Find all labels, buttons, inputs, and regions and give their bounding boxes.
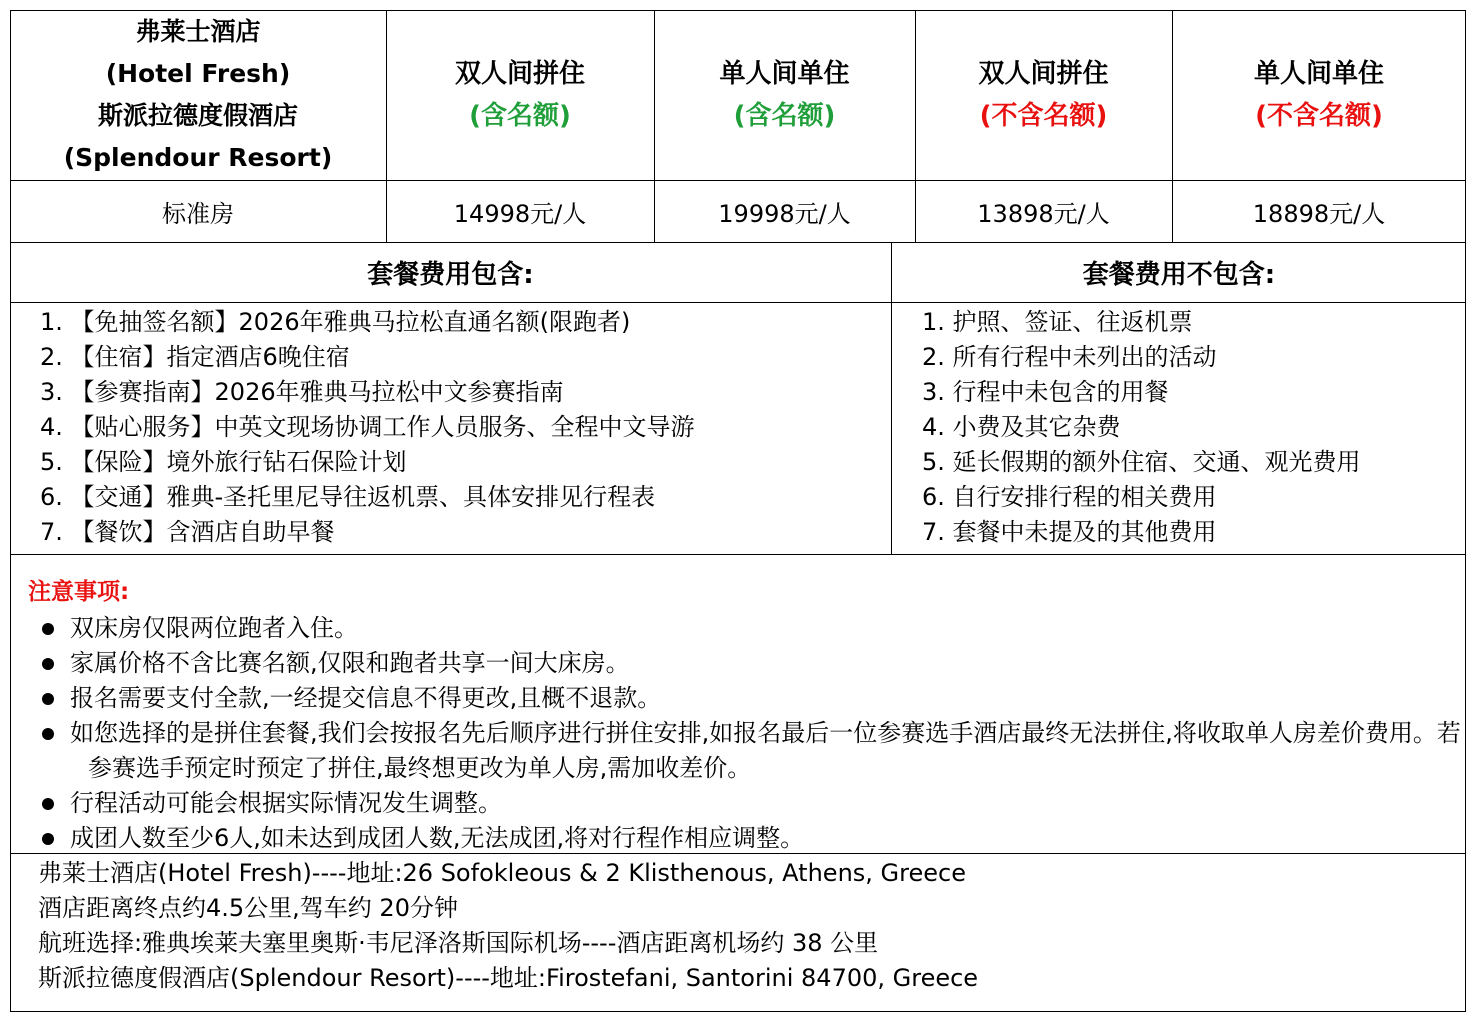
price-cell: 14998元/人 (453, 200, 587, 228)
column-title: 单人间单住 (1253, 59, 1384, 89)
list-item (40, 821, 1465, 856)
list-item: 1. 护照、签证、往返机票 (922, 308, 1193, 336)
column-note: (不含名额) (1255, 101, 1383, 131)
column-header-single-with-slot (654, 10, 915, 180)
bullet-icon (42, 658, 54, 670)
hotel-info (38, 856, 978, 996)
list-item: 3. 行程中未包含的用餐 (922, 378, 1169, 406)
column-note: (含名额) (733, 101, 836, 131)
list-item: 7. 【餐饮】含酒店自助早餐 (40, 518, 335, 546)
column-header-double-no-slot (915, 10, 1172, 180)
bullet-icon (42, 623, 54, 635)
hotel-name: 斯派拉德度假酒店 (97, 101, 298, 130)
list-item (40, 646, 1465, 681)
column-title: 单人间单住 (719, 59, 850, 89)
list-item: 2. 所有行程中未列出的活动 (922, 343, 1217, 371)
list-item (40, 716, 1465, 786)
price-cell: 13898元/人 (977, 200, 1110, 228)
list-item: 2. 【住宿】指定酒店6晚住宿 (40, 343, 350, 371)
list-item: 7. 套餐中未提及的其他费用 (922, 518, 1217, 546)
bullet-icon (42, 798, 54, 810)
divider (10, 554, 1466, 555)
note-text: 双床房仅限两位跑者入住。 (70, 614, 358, 642)
list-item (40, 611, 1465, 646)
included-title: 套餐费用包含: (367, 260, 534, 290)
list-item: 6. 【交通】雅典-圣托里尼导往返机票、具体安排见行程表 (40, 483, 656, 511)
note-text: 成团人数至少6人,如未达到成团人数,无法成团,将对行程作相应调整。 (70, 824, 805, 852)
column-header-single-no-slot (1172, 10, 1466, 180)
list-item: 4. 【贴心服务】中英文现场协调工作人员服务、全程中文导游 (40, 413, 695, 441)
list-item: 3. 【参赛指南】2026年雅典马拉松中文参赛指南 (40, 378, 564, 406)
included-list (40, 305, 695, 550)
column-note: (不含名额) (979, 101, 1108, 131)
column-title: 双人间拼住 (978, 59, 1109, 89)
info-line: 航班选择:雅典埃莱夫塞里奥斯·韦尼泽洛斯国际机场----酒店距离机场约 38 公里 (38, 929, 879, 957)
price-cell: 18898元/人 (1252, 200, 1386, 228)
note-text: 如您选择的是拼住套餐,我们会按报名先后顺序进行拼住安排,如报名最后一位参赛选手酒店最终无法拼住,将收取单人房差价费用。若参赛选手预定时预定了拼住,最终想更改为单人房,需加收差价。 (70, 719, 1461, 782)
list-item: 1. 【免抽签名额】2026年雅典马拉松直通名额(限跑者) (40, 308, 631, 336)
hotel-name-en: (Splendour Resort) (63, 143, 333, 172)
note-text: 行程活动可能会根据实际情况发生调整。 (70, 789, 502, 817)
column-title: 双人间拼住 (454, 59, 585, 89)
info-line: 斯派拉德度假酒店(Splendour Resort)----地址:Firostefani, Santorini 84700, Greece (38, 964, 979, 992)
hotel-name-en: (Hotel Fresh) (105, 59, 291, 88)
note-text: 家属价格不含比赛名额,仅限和跑者共享一间大床房。 (70, 649, 630, 677)
room-type-cell: 标准房 (162, 200, 234, 228)
excluded-list (922, 305, 1361, 550)
notes-title: 注意事项: (28, 579, 130, 605)
hotel-header-cell (10, 10, 386, 180)
note-text: 报名需要支付全款,一经提交信息不得更改,且概不退款。 (70, 684, 662, 712)
info-line: 酒店距离终点约4.5公里,驾车约 20分钟 (38, 894, 458, 922)
hotel-name: 弗莱士酒店 (135, 17, 261, 46)
column-note: (含名额) (469, 101, 571, 131)
list-item: 6. 自行安排行程的相关费用 (922, 483, 1217, 511)
list-item: 5. 【保险】境外旅行钻石保险计划 (40, 448, 407, 476)
list-item: 4. 小费及其它杂费 (922, 413, 1121, 441)
list-item (40, 681, 1465, 716)
notes-list (40, 611, 1465, 856)
bullet-icon (42, 728, 54, 740)
list-item (40, 786, 1465, 821)
price-cell: 19998元/人 (718, 200, 851, 228)
list-item: 5. 延长假期的额外住宿、交通、观光费用 (922, 448, 1361, 476)
bullet-icon (42, 833, 54, 845)
column-header-double-with-slot (386, 10, 654, 180)
bullet-icon (42, 693, 54, 705)
excluded-title: 套餐费用不包含: (1082, 260, 1276, 290)
divider (10, 302, 1466, 303)
info-line: 弗莱士酒店(Hotel Fresh)----地址:26 Sofokleous & 2 Klisthenous, Athens, Greece (38, 859, 966, 887)
